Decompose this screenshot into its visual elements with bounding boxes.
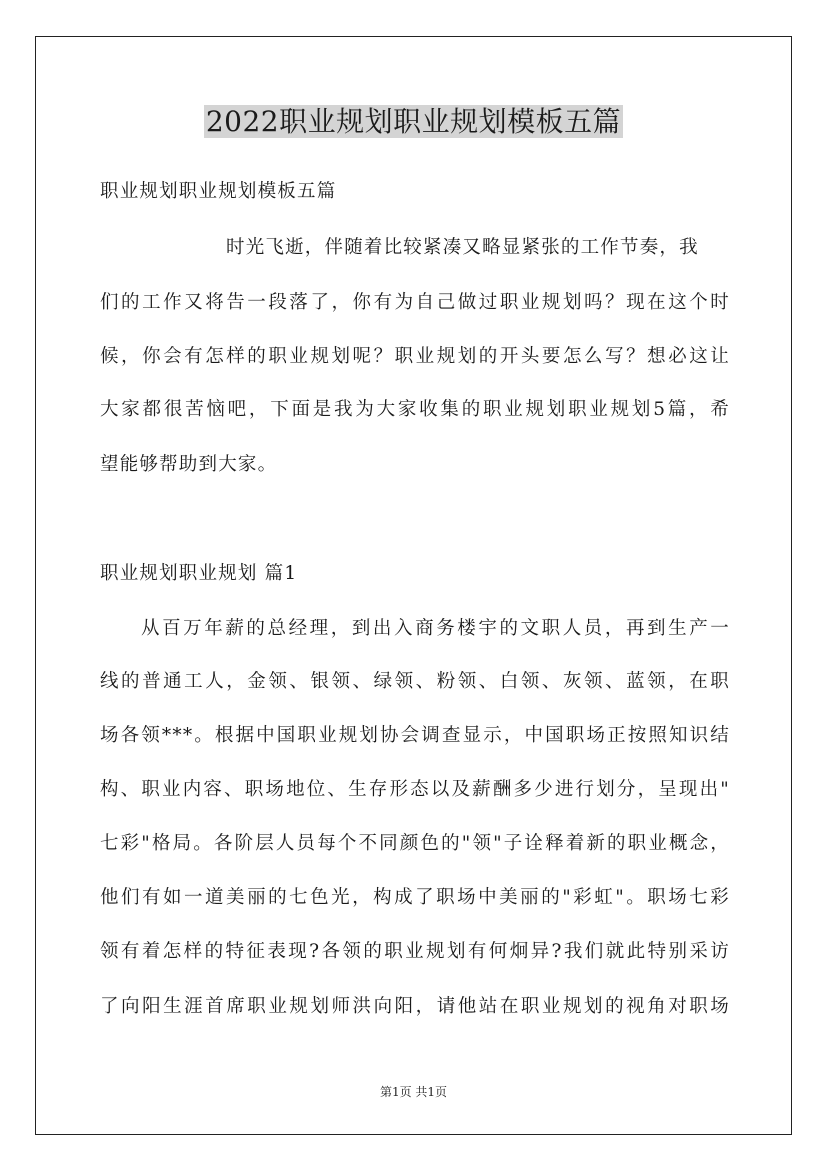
intro-line-1: 时光飞逝，伴随着比较紧凑又略显紧张的工作节奏，我: [226, 237, 699, 258]
intro-line-5: 望能够帮助到大家。: [100, 454, 278, 475]
section-line-4: 构、职业内容、职场地位、生存形态以及薪酬多少进行划分，呈现出": [100, 779, 730, 800]
section-line-6: 他们有如一道美丽的七色光，构成了职场中美丽的"彩虹"。职场七彩: [100, 887, 730, 908]
intro-line-2: 们的工作又将告一段落了，你有为自己做过职业规划吗？现在这个时: [100, 292, 730, 313]
section-heading: 职业规划职业规划 篇1: [100, 563, 298, 584]
page-footer: 第1页 共1页: [379, 1085, 448, 1099]
section-line-8: 了向阳生涯首席职业规划师洪向阳，请他站在职业规划的视角对职场: [100, 996, 730, 1017]
section-line-3: 场各领***。根据中国职业规划协会调查显示，中国职场正按照知识结: [100, 725, 730, 746]
section-line-1: 从百万年薪的总经理，到出入商务楼宇的文职人员，再到生产一: [141, 618, 730, 639]
section-line-7: 领有着怎样的特征表现?各领的职业规划有何炯异?我们就此特别采访: [100, 941, 730, 962]
intro-line-3: 候，你会有怎样的职业规划呢？职业规划的开头要怎么写？想必这让: [100, 346, 730, 367]
section-line-5: 七彩"格局。各阶层人员每个不同颜色的"领"子诠释着新的职业概念，: [100, 833, 730, 854]
document-title-text: 2022职业规划职业规划模板五篇: [205, 105, 622, 138]
document-title: [0, 100, 827, 144]
intro-line-4: 大家都很苦恼吧，下面是我为大家收集的职业规划职业规划5篇，希: [100, 399, 730, 420]
document-subtitle: 职业规划职业规划模板五篇: [100, 181, 337, 202]
section-line-2: 线的普通工人，金领、银领、绿领、粉领、白领、灰领、蓝领，在职: [100, 671, 730, 692]
